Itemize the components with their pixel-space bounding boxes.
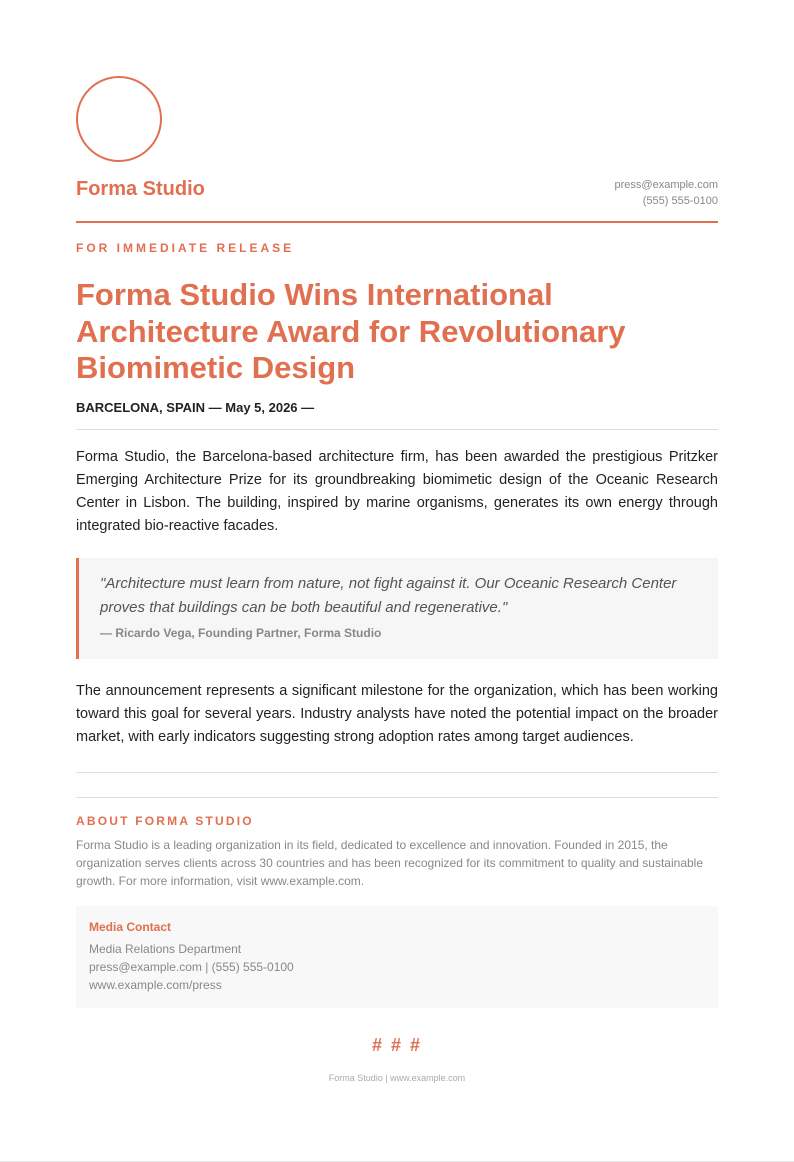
- header-contact: [615, 177, 718, 209]
- body-paragraph-1: Forma Studio, the Barcelona-based architecture firm, has been awarded the prestigious Pritzker Emerging Architecture Prize for its groundbreaking biomimetic design of the Oceanic Research Center in Lisbon. The building, inspired by marine organisms, generates its own energy through integrated bio-reactive facades.: [76, 449, 718, 534]
- media-contact-title: Media Contact: [89, 920, 172, 934]
- header-email: press@example.com: [614, 179, 718, 191]
- logo-circle-icon: [76, 76, 162, 162]
- dateline: BARCELONA, SPAIN — May 5, 2026 —: [76, 400, 315, 415]
- header-phone: (555) 555-0100: [642, 195, 718, 207]
- end-marks: # # #: [371, 1035, 423, 1055]
- company-name: Forma Studio: [76, 178, 205, 200]
- pull-quote: [76, 558, 718, 659]
- media-contact-website: www.example.com/press: [89, 978, 222, 992]
- about-divider: [76, 797, 718, 798]
- dateline-divider: [76, 429, 718, 430]
- release-label: FOR IMMEDIATE RELEASE: [76, 241, 295, 255]
- header-divider: [76, 221, 718, 223]
- quote-attribution: — Ricardo Vega, Founding Partner, Forma Studio: [100, 626, 382, 640]
- about-text: Forma Studio is a leading organization in its field, dedicated to excellence and innovation. Founded in 2015, the organization serves clients across 30 countries and has been recognized for its commitment to quality and sustainable growth. For more information, visit www.example.com.: [76, 838, 704, 888]
- media-contact-line: press@example.com | (555) 555-0100: [89, 960, 294, 974]
- section-divider: [76, 772, 718, 773]
- footer: Forma Studio | www.example.com: [328, 1073, 466, 1083]
- headline: Forma Studio Wins International Architecture Award for Revolutionary Biomimetic Design: [76, 277, 626, 385]
- about-heading: ABOUT FORMA STUDIO: [76, 814, 254, 828]
- quote-text: "Architecture must learn from nature, not fight against it. Our Oceanic Research Center proves that buildings can be both beautiful and regenerative.": [100, 575, 677, 616]
- media-contact-box: [76, 906, 718, 1008]
- media-contact-department: Media Relations Department: [89, 942, 242, 956]
- body-paragraph-2: The announcement represents a significant milestone for the organization, which has been working toward this goal for several years. Industry analysts have noted the potential impact on the broader market, with early indicators suggesting strong adoption rates among target audiences.: [76, 683, 718, 745]
